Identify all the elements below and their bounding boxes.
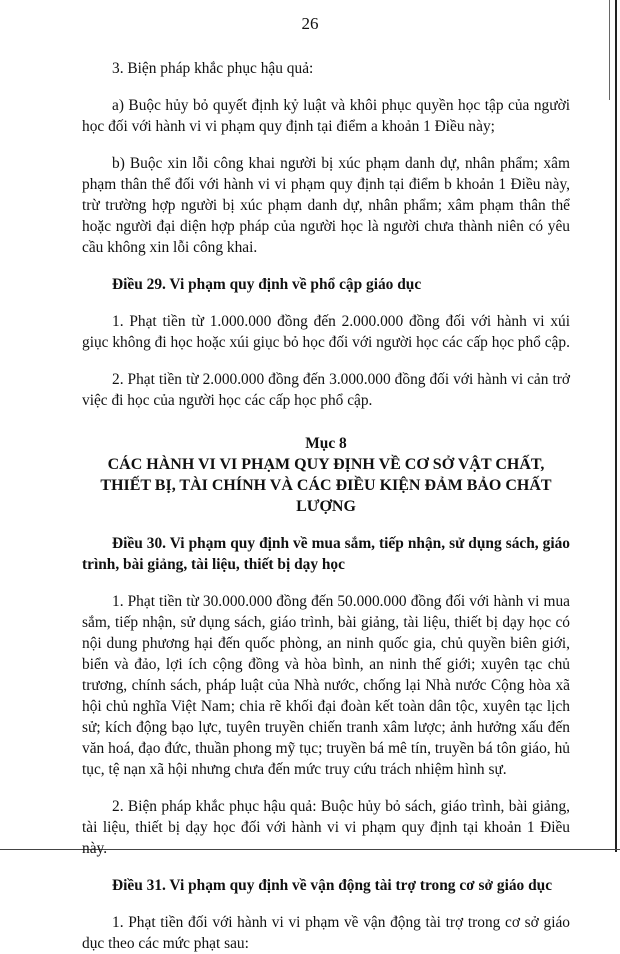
article-30-clause-2: 2. Biện pháp khắc phục hậu quả: Buộc hủy bỏ sách, giáo trình, bài giảng, tài liệu, thiết bị dạy học đối với hành vi vi phạm quy định tại khoản 1 Điều này. — [82, 798, 570, 857]
paragraph-remedy-a: a) Buộc hủy bỏ quyết định kỷ luật và khôi phục quyền học tập của người học đối với hành vi vi phạm quy định tại điểm a khoản 1 Điều này; — [82, 97, 570, 135]
paragraph-remedy-b: b) Buộc xin lỗi công khai người bị xúc phạm danh dự, nhân phẩm; xâm phạm thân thể đối với hành vi vi phạm quy định tại điểm b khoản 1 Điều này, trừ trường hợp người bị xúc phạm danh dự, nhân phẩm; xâm phạm thân thể hoặc người đại diện hợp pháp của người học là người chưa thành niên có yêu cầu không xin lỗi công khai. — [82, 155, 570, 256]
document-body — [82, 58, 570, 954]
section-label: Mục 8 — [305, 435, 347, 452]
section-title: CÁC HÀNH VI VI PHẠM QUY ĐỊNH VỀ CƠ SỞ VẬT CHẤT, THIẾT BỊ, TÀI CHÍNH VÀ CÁC ĐIỀU KIỆN ĐẢM BẢO CHẤT LƯỢNG — [100, 456, 552, 515]
article-29-clause-2: 2. Phạt tiền từ 2.000.000 đồng đến 3.000.000 đồng đối với hành vi cản trở việc đi học của người học các cấp học phổ cập. — [82, 371, 570, 409]
article-31-clause-1: 1. Phạt tiền đối với hành vi vi phạm về vận động tài trợ trong cơ sở giáo dục theo các mức phạt sau: — [82, 914, 570, 952]
article-29-clause-1: 1. Phạt tiền từ 1.000.000 đồng đến 2.000.000 đồng đối với hành vi xúi giục không đi học hoặc xúi giục bỏ học đối với người học các cấp học phổ cập. — [82, 313, 570, 351]
paragraph-remedies-heading: 3. Biện pháp khắc phục hậu quả: — [112, 60, 314, 77]
article-30-clause-1: 1. Phạt tiền từ 30.000.000 đồng đến 50.000.000 đồng đối với hành vi mua sắm, tiếp nhận, sử dụng sách, giáo trình, bài giảng, tài liệu, thiết bị dạy học có nội dung phương hại đến quốc phòng, an ninh quốc gia, chủ quyền biên giới, biển và đảo, lợi ích cộng đồng và hòa bình, an ninh thế giới; xuyên tạc chủ trương, chính sách, pháp luật của Nhà nước, chống lại Nhà nước Cộng hòa xã hội chủ nghĩa Việt Nam; chia rẽ khối đại đoàn kết toàn dân tộc, xuyên tạc lịch sử; kích động bạo lực, tuyên truyền chiến tranh xâm lược; ảnh hưởng xấu đến văn hoá, đạo đức, thuần phong mỹ tục; truyền bá mê tín, truyền bá tôn giáo, hủ tục, tệ nạn xã hội nhưng chưa đến mức truy cứu trách nhiệm hình sự. — [82, 593, 570, 778]
article-30-heading: Điều 30. Vi phạm quy định về mua sắm, tiếp nhận, sử dụng sách, giáo trình, bài giảng, tài liệu, thiết bị dạy học — [82, 535, 570, 573]
page-number: 26 — [301, 14, 319, 33]
scan-edge-right — [615, 0, 617, 852]
article-29-heading: Điều 29. Vi phạm quy định về phổ cập giáo dục — [112, 276, 422, 293]
article-31-heading: Điều 31. Vi phạm quy định về vận động tài trợ trong cơ sở giáo dục — [112, 877, 553, 894]
